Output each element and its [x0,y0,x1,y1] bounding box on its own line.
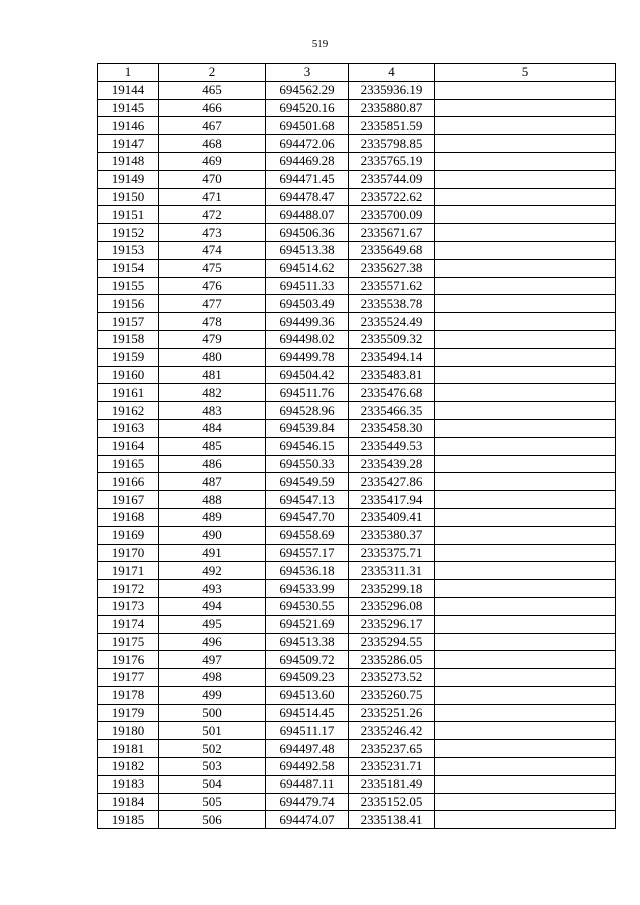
table-cell-col-5 [435,437,616,455]
table-cell-col-2: 480 [159,348,266,366]
table-row [98,419,616,437]
table-row [98,224,616,242]
table-cell-col-4: 2335286.05 [349,651,435,669]
table-row [98,597,616,615]
table-cell-col-5 [435,633,616,651]
table-cell-col-3: 694549.59 [266,473,349,491]
table-cell-col-5 [435,544,616,562]
table-cell-col-1: 19160 [98,366,159,384]
table-cell-col-1: 19145 [98,99,159,117]
table-cell-col-1: 19172 [98,580,159,598]
table-cell-col-3: 694511.33 [266,277,349,295]
table-cell-col-5 [435,455,616,473]
table-row [98,455,616,473]
table-row [98,348,616,366]
table-cell-col-1: 19182 [98,758,159,776]
column-header-2: 2 [159,64,266,82]
table-row [98,241,616,259]
table-cell-col-2: 505 [159,793,266,811]
table-cell-col-4: 2335449.53 [349,437,435,455]
table-cell-col-2: 492 [159,562,266,580]
table-cell-col-3: 694536.18 [266,562,349,580]
table-cell-col-5 [435,651,616,669]
table-cell-col-3: 694504.42 [266,366,349,384]
table-cell-col-5 [435,811,616,829]
page-number: 519 [311,38,329,50]
table-cell-col-4: 2335476.68 [349,384,435,402]
table-cell-col-2: 501 [159,722,266,740]
table-row [98,277,616,295]
table-cell-col-4: 2335375.71 [349,544,435,562]
table-cell-col-3: 694499.78 [266,348,349,366]
table-cell-col-3: 694506.36 [266,224,349,242]
table-cell-col-4: 2335181.49 [349,775,435,793]
table-cell-col-4: 2335538.78 [349,295,435,313]
table-cell-col-3: 694539.84 [266,419,349,437]
table-row [98,615,616,633]
table-cell-col-4: 2335483.81 [349,366,435,384]
table-cell-col-2: 481 [159,366,266,384]
table-cell-col-3: 694497.48 [266,740,349,758]
table-cell-col-2: 491 [159,544,266,562]
column-header-3: 3 [266,64,349,82]
table-cell-col-3: 694557.17 [266,544,349,562]
table-cell-col-1: 19162 [98,402,159,420]
table-cell-col-5 [435,259,616,277]
table-row [98,437,616,455]
table-cell-col-4: 2335260.75 [349,686,435,704]
table-cell-col-2: 499 [159,686,266,704]
table-cell-col-4: 2335296.08 [349,597,435,615]
table-cell-col-3: 694499.36 [266,313,349,331]
table-row [98,152,616,170]
table-cell-col-1: 19159 [98,348,159,366]
table-cell-col-1: 19165 [98,455,159,473]
table-cell-col-1: 19163 [98,419,159,437]
table-row [98,473,616,491]
table-cell-col-3: 694498.02 [266,330,349,348]
table-cell-col-4: 2335296.17 [349,615,435,633]
table-cell-col-4: 2335494.14 [349,348,435,366]
column-header-5: 5 [435,64,616,82]
table-cell-col-3: 694472.06 [266,135,349,153]
table-cell-col-2: 485 [159,437,266,455]
table-cell-col-5 [435,740,616,758]
table-cell-col-3: 694503.49 [266,295,349,313]
table-cell-col-3: 694513.38 [266,241,349,259]
table-cell-col-1: 19166 [98,473,159,491]
table-cell-col-5 [435,81,616,99]
table-cell-col-5 [435,722,616,740]
table-cell-col-5 [435,135,616,153]
table-row [98,775,616,793]
table-cell-col-4: 2335649.68 [349,241,435,259]
table-row [98,117,616,135]
table-cell-col-4: 2335427.86 [349,473,435,491]
table-row [98,81,616,99]
table-row [98,313,616,331]
table-cell-col-4: 2335294.55 [349,633,435,651]
table-cell-col-4: 2335509.32 [349,330,435,348]
table-cell-col-4: 2335439.28 [349,455,435,473]
table-cell-col-4: 2335409.41 [349,508,435,526]
table-cell-col-4: 2335744.09 [349,170,435,188]
table-cell-col-4: 2335700.09 [349,206,435,224]
table-cell-col-2: 504 [159,775,266,793]
table-cell-col-3: 694546.15 [266,437,349,455]
table-cell-col-2: 500 [159,704,266,722]
table-row [98,562,616,580]
table-cell-col-3: 694513.38 [266,633,349,651]
table-cell-col-1: 19151 [98,206,159,224]
table-cell-col-3: 694533.99 [266,580,349,598]
table-cell-col-3: 694520.16 [266,99,349,117]
table-cell-col-2: 484 [159,419,266,437]
table-row [98,811,616,829]
table-cell-col-1: 19169 [98,526,159,544]
table-cell-col-5 [435,402,616,420]
table-cell-col-3: 694479.74 [266,793,349,811]
table-cell-col-1: 19148 [98,152,159,170]
table-cell-col-1: 19167 [98,491,159,509]
table-cell-col-3: 694471.45 [266,170,349,188]
table-cell-col-2: 476 [159,277,266,295]
table-cell-col-2: 482 [159,384,266,402]
table-cell-col-1: 19144 [98,81,159,99]
column-header-1: 1 [98,64,159,82]
table-cell-col-4: 2335458.30 [349,419,435,437]
table-row [98,259,616,277]
table-header-row [98,64,616,82]
table-cell-col-1: 19173 [98,597,159,615]
table-row [98,704,616,722]
table-cell-col-2: 488 [159,491,266,509]
table-cell-col-1: 19184 [98,793,159,811]
table-cell-col-5 [435,152,616,170]
table-cell-col-1: 19168 [98,508,159,526]
table-row [98,633,616,651]
column-header-4: 4 [349,64,435,82]
table-cell-col-5 [435,348,616,366]
table-row [98,188,616,206]
table-row [98,206,616,224]
table-row [98,491,616,509]
table-cell-col-4: 2335138.41 [349,811,435,829]
table-cell-col-2: 475 [159,259,266,277]
table-cell-col-3: 694513.60 [266,686,349,704]
table-cell-col-2: 473 [159,224,266,242]
table-cell-col-2: 471 [159,188,266,206]
table-cell-col-3: 694469.28 [266,152,349,170]
table-cell-col-4: 2335273.52 [349,669,435,687]
table-cell-col-5 [435,686,616,704]
table-row [98,170,616,188]
table-row [98,740,616,758]
table-cell-col-3: 694521.69 [266,615,349,633]
table-cell-col-1: 19164 [98,437,159,455]
table-cell-col-3: 694547.70 [266,508,349,526]
table-cell-col-1: 19176 [98,651,159,669]
table-cell-col-2: 489 [159,508,266,526]
table-cell-col-3: 694501.68 [266,117,349,135]
table-row [98,758,616,776]
table-cell-col-1: 19156 [98,295,159,313]
table-cell-col-3: 694487.11 [266,775,349,793]
table-cell-col-5 [435,366,616,384]
table-row [98,402,616,420]
table-cell-col-2: 497 [159,651,266,669]
table-cell-col-3: 694511.76 [266,384,349,402]
table-cell-col-5 [435,580,616,598]
table-cell-col-5 [435,295,616,313]
table-cell-col-5 [435,419,616,437]
table-cell-col-3: 694514.45 [266,704,349,722]
table-cell-col-4: 2335936.19 [349,81,435,99]
table-cell-col-3: 694511.17 [266,722,349,740]
table-cell-col-1: 19150 [98,188,159,206]
table-cell-col-1: 19170 [98,544,159,562]
table-cell-col-5 [435,775,616,793]
table-cell-col-1: 19155 [98,277,159,295]
table-cell-col-5 [435,473,616,491]
table-cell-col-5 [435,384,616,402]
table-row [98,526,616,544]
table-cell-col-4: 2335671.67 [349,224,435,242]
table-cell-col-3: 694474.07 [266,811,349,829]
table-cell-col-5 [435,508,616,526]
table-cell-col-2: 470 [159,170,266,188]
table-cell-col-2: 472 [159,206,266,224]
table-row [98,793,616,811]
table-cell-col-3: 694528.96 [266,402,349,420]
table-cell-col-2: 474 [159,241,266,259]
table-cell-col-2: 478 [159,313,266,331]
table-row [98,722,616,740]
table-cell-col-3: 694478.47 [266,188,349,206]
table-row [98,295,616,313]
table-cell-col-4: 2335237.65 [349,740,435,758]
table-cell-col-2: 477 [159,295,266,313]
table-cell-col-1: 19147 [98,135,159,153]
table-cell-col-3: 694488.07 [266,206,349,224]
table-cell-col-5 [435,313,616,331]
table-cell-col-2: 494 [159,597,266,615]
table-cell-col-1: 19158 [98,330,159,348]
table-cell-col-1: 19179 [98,704,159,722]
table-cell-col-2: 468 [159,135,266,153]
table-cell-col-2: 467 [159,117,266,135]
table-cell-col-4: 2335251.26 [349,704,435,722]
table-cell-col-1: 19178 [98,686,159,704]
table-row [98,651,616,669]
table-cell-col-2: 496 [159,633,266,651]
table-cell-col-5 [435,704,616,722]
table-row [98,686,616,704]
table-cell-col-4: 2335851.59 [349,117,435,135]
table-cell-col-5 [435,526,616,544]
table-cell-col-4: 2335311.31 [349,562,435,580]
table-cell-col-5 [435,170,616,188]
table-cell-col-4: 2335231.71 [349,758,435,776]
table-cell-col-3: 694530.55 [266,597,349,615]
table-cell-col-1: 19146 [98,117,159,135]
table-cell-col-4: 2335466.35 [349,402,435,420]
table-row [98,330,616,348]
table-cell-col-1: 19152 [98,224,159,242]
table-row [98,135,616,153]
table-cell-col-3: 694509.72 [266,651,349,669]
table-cell-col-2: 465 [159,81,266,99]
table-cell-col-1: 19180 [98,722,159,740]
table-cell-col-3: 694558.69 [266,526,349,544]
table-row [98,669,616,687]
table-cell-col-1: 19183 [98,775,159,793]
table-cell-col-2: 486 [159,455,266,473]
table-cell-col-1: 19161 [98,384,159,402]
table-cell-col-2: 502 [159,740,266,758]
table-cell-col-3: 694514.62 [266,259,349,277]
table-cell-col-1: 19181 [98,740,159,758]
table-cell-col-2: 493 [159,580,266,598]
table-body [98,81,616,828]
table-cell-col-5 [435,615,616,633]
table-cell-col-3: 694547.13 [266,491,349,509]
table-cell-col-1: 19177 [98,669,159,687]
table-cell-col-5 [435,758,616,776]
table-cell-col-4: 2335246.42 [349,722,435,740]
table-cell-col-4: 2335798.85 [349,135,435,153]
table-cell-col-5 [435,793,616,811]
table-cell-col-5 [435,241,616,259]
table-cell-col-2: 503 [159,758,266,776]
table-cell-col-5 [435,117,616,135]
table-cell-col-2: 506 [159,811,266,829]
table-cell-col-4: 2335627.38 [349,259,435,277]
table-cell-col-5 [435,188,616,206]
table-cell-col-5 [435,491,616,509]
table-row [98,366,616,384]
table-cell-col-2: 479 [159,330,266,348]
table-cell-col-3: 694562.29 [266,81,349,99]
table-cell-col-2: 466 [159,99,266,117]
table-cell-col-5 [435,669,616,687]
table-cell-col-5 [435,99,616,117]
table-cell-col-4: 2335524.49 [349,313,435,331]
table-cell-col-3: 694509.23 [266,669,349,687]
table-row [98,508,616,526]
table-cell-col-2: 490 [159,526,266,544]
table-cell-col-4: 2335880.87 [349,99,435,117]
table-cell-col-1: 19185 [98,811,159,829]
table-cell-col-4: 2335152.05 [349,793,435,811]
table-cell-col-4: 2335765.19 [349,152,435,170]
table-cell-col-1: 19171 [98,562,159,580]
table-cell-col-1: 19157 [98,313,159,331]
table-cell-col-4: 2335417.94 [349,491,435,509]
table-cell-col-1: 19174 [98,615,159,633]
table-cell-col-1: 19175 [98,633,159,651]
coordinates-table [97,63,616,829]
table-row [98,544,616,562]
table-cell-col-4: 2335722.62 [349,188,435,206]
table-cell-col-1: 19153 [98,241,159,259]
table-cell-col-3: 694492.58 [266,758,349,776]
table-row [98,99,616,117]
table-cell-col-1: 19154 [98,259,159,277]
table-cell-col-5 [435,597,616,615]
table-cell-col-5 [435,277,616,295]
table-cell-col-2: 498 [159,669,266,687]
table-row [98,580,616,598]
table-cell-col-5 [435,562,616,580]
table-cell-col-4: 2335299.18 [349,580,435,598]
table-cell-col-5 [435,330,616,348]
table-cell-col-4: 2335571.62 [349,277,435,295]
table-row [98,384,616,402]
table-cell-col-2: 495 [159,615,266,633]
table-cell-col-2: 487 [159,473,266,491]
table-cell-col-3: 694550.33 [266,455,349,473]
table-cell-col-1: 19149 [98,170,159,188]
table-cell-col-2: 483 [159,402,266,420]
table-cell-col-5 [435,224,616,242]
table-cell-col-2: 469 [159,152,266,170]
table-cell-col-5 [435,206,616,224]
table-cell-col-4: 2335380.37 [349,526,435,544]
